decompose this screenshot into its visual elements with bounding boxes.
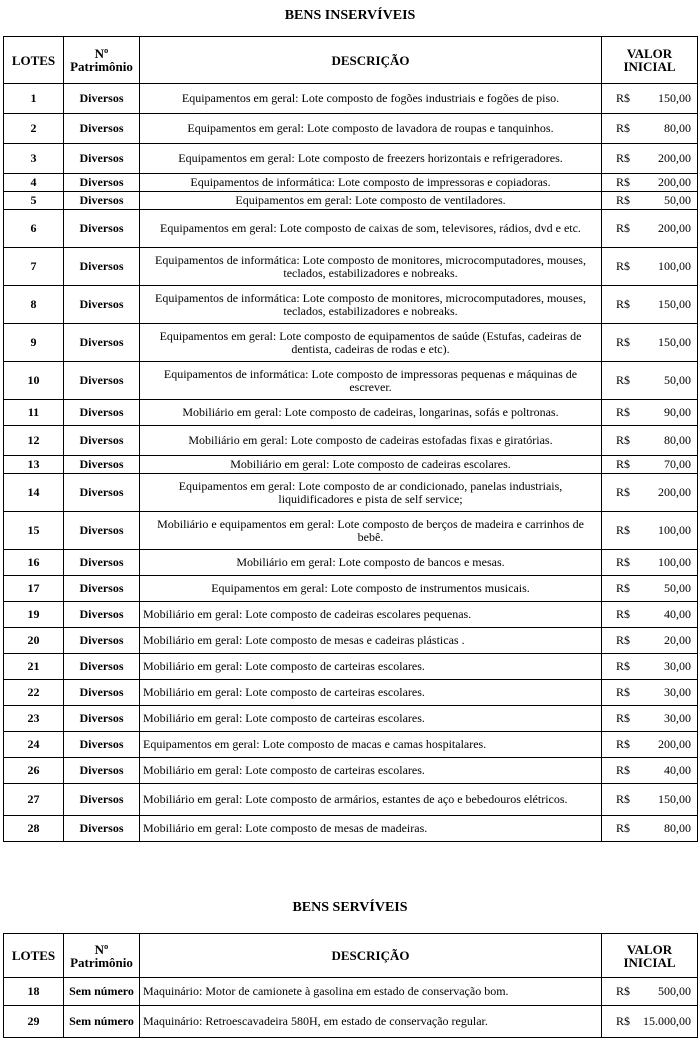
valor-cell bbox=[602, 978, 698, 1006]
currency-symbol: R$ bbox=[616, 633, 631, 647]
header-valor-line1: VALOR bbox=[626, 941, 673, 957]
header-patrimonio-line2: Patrimônio bbox=[70, 59, 133, 74]
patrimonio-cell: Diversos bbox=[64, 174, 140, 192]
descricao-cell: Maquinário: Retroescavadeira 580H, em estado de conservação regular. bbox=[140, 1006, 602, 1038]
valor-cell bbox=[602, 84, 698, 114]
currency-symbol: R$ bbox=[616, 373, 631, 387]
valor-cell bbox=[602, 732, 698, 758]
patrimonio-cell: Diversos bbox=[64, 84, 140, 114]
lote-cell: 9 bbox=[4, 324, 64, 362]
valor-amount: 40,00 bbox=[664, 607, 691, 621]
patrimonio-cell: Diversos bbox=[64, 192, 140, 210]
valor-cell bbox=[602, 210, 698, 248]
valor-cell bbox=[602, 1006, 698, 1038]
descricao-cell: Equipamentos em geral: Lote composto de ventiladores. bbox=[140, 192, 602, 210]
patrimonio-cell: Sem número bbox=[64, 1006, 140, 1038]
table-row bbox=[4, 114, 698, 144]
valor-cell bbox=[602, 324, 698, 362]
patrimonio-cell: Diversos bbox=[64, 680, 140, 706]
descricao-cell: Mobiliário e equipamentos em geral: Lote composto de berços de madeira e carrinhos de bebê. bbox=[140, 512, 602, 550]
table-row bbox=[4, 512, 698, 550]
table-row bbox=[4, 84, 698, 114]
currency-symbol: R$ bbox=[616, 121, 631, 135]
currency-symbol: R$ bbox=[616, 91, 631, 105]
valor-amount: 200,00 bbox=[658, 737, 691, 751]
table-row bbox=[4, 784, 698, 816]
valor-cell bbox=[602, 192, 698, 210]
valor-amount: 30,00 bbox=[664, 711, 691, 725]
table-row bbox=[4, 816, 698, 842]
currency-symbol: R$ bbox=[616, 485, 631, 499]
descricao-cell: Equipamentos em geral: Lote composto de equipamentos de saúde (Estufas, cadeiras de dentista, cadeiras de rodas e etc). bbox=[140, 324, 602, 362]
descricao-cell: Equipamentos em geral: Lote composto de ar condicionado, panelas industriais, liquidificadores e pista de self service; bbox=[140, 474, 602, 512]
descricao-cell: Equipamentos em geral: Lote composto de macas e camas hospitalares. bbox=[140, 732, 602, 758]
descricao-cell: Mobiliário em geral: Lote composto de cadeiras escolares. bbox=[140, 456, 602, 474]
lote-cell: 16 bbox=[4, 550, 64, 576]
patrimonio-cell: Diversos bbox=[64, 474, 140, 512]
header-lotes: LOTES bbox=[4, 934, 64, 978]
valor-cell bbox=[602, 286, 698, 324]
patrimonio-cell: Diversos bbox=[64, 400, 140, 426]
descricao-cell: Mobiliário em geral: Lote composto de cadeiras escolares pequenas. bbox=[140, 602, 602, 628]
currency-symbol: R$ bbox=[616, 607, 631, 621]
patrimonio-cell: Diversos bbox=[64, 512, 140, 550]
valor-cell bbox=[602, 602, 698, 628]
header-patrimonio bbox=[64, 37, 140, 84]
patrimonio-cell: Diversos bbox=[64, 732, 140, 758]
valor-amount: 150,00 bbox=[658, 297, 691, 311]
lote-cell: 28 bbox=[4, 816, 64, 842]
header-patrimonio bbox=[64, 934, 140, 978]
lote-cell: 10 bbox=[4, 362, 64, 400]
currency-symbol: R$ bbox=[616, 405, 631, 419]
currency-symbol: R$ bbox=[616, 297, 631, 311]
lote-cell: 29 bbox=[4, 1006, 64, 1038]
descricao-cell: Mobiliário em geral: Lote composto de armários, estantes de aço e bebedouros elétricos. bbox=[140, 784, 602, 816]
valor-amount: 150,00 bbox=[658, 91, 691, 105]
patrimonio-cell: Diversos bbox=[64, 550, 140, 576]
lote-cell: 21 bbox=[4, 654, 64, 680]
lote-cell: 6 bbox=[4, 210, 64, 248]
currency-symbol: R$ bbox=[616, 581, 631, 595]
descricao-cell: Equipamentos de informática: Lote composto de impressoras pequenas e máquinas de escrever. bbox=[140, 362, 602, 400]
lote-cell: 22 bbox=[4, 680, 64, 706]
valor-cell bbox=[602, 576, 698, 602]
header-descricao: DESCRIÇÃO bbox=[140, 37, 602, 84]
descricao-cell: Mobiliário em geral: Lote composto de carteiras escolares. bbox=[140, 654, 602, 680]
valor-cell bbox=[602, 816, 698, 842]
valor-amount: 150,00 bbox=[658, 792, 691, 806]
table-row bbox=[4, 706, 698, 732]
valor-amount: 90,00 bbox=[664, 405, 691, 419]
table-bens-inserviveis bbox=[3, 36, 698, 842]
table-row bbox=[4, 654, 698, 680]
table-row bbox=[4, 456, 698, 474]
valor-amount: 80,00 bbox=[664, 121, 691, 135]
descricao-cell: Equipamentos de informática: Lote composto de impressoras e copiadoras. bbox=[140, 174, 602, 192]
table-row bbox=[4, 286, 698, 324]
currency-symbol: R$ bbox=[616, 175, 631, 189]
lote-cell: 4 bbox=[4, 174, 64, 192]
valor-cell bbox=[602, 426, 698, 456]
lote-cell: 14 bbox=[4, 474, 64, 512]
header-valor-line2: INICIAL bbox=[623, 954, 676, 970]
table-row bbox=[4, 602, 698, 628]
lote-cell: 2 bbox=[4, 114, 64, 144]
descricao-cell: Mobiliário em geral: Lote composto de carteiras escolares. bbox=[140, 758, 602, 784]
valor-amount: 80,00 bbox=[664, 433, 691, 447]
valor-amount: 20,00 bbox=[664, 633, 691, 647]
table-row bbox=[4, 680, 698, 706]
header-patrimonio-line2: Patrimônio bbox=[70, 954, 133, 970]
descricao-cell: Equipamentos de informática: Lote composto de monitores, microcomputadores, mouses, teclados, estabilizadores e nobreaks. bbox=[140, 286, 602, 324]
header-valor-line2: INICIAL bbox=[623, 59, 676, 74]
lote-cell: 18 bbox=[4, 978, 64, 1006]
currency-symbol: R$ bbox=[616, 737, 631, 751]
patrimonio-cell: Diversos bbox=[64, 286, 140, 324]
valor-amount: 50,00 bbox=[664, 373, 691, 387]
table-row bbox=[4, 1006, 698, 1038]
table-row bbox=[4, 210, 698, 248]
descricao-cell: Equipamentos de informática: Lote composto de monitores, microcomputadores, mouses, teclados, estabilizadores e nobreaks. bbox=[140, 248, 602, 286]
lote-cell: 27 bbox=[4, 784, 64, 816]
valor-amount: 30,00 bbox=[664, 685, 691, 699]
descricao-cell: Mobiliário em geral: Lote composto de cadeiras estofadas fixas e giratórias. bbox=[140, 426, 602, 456]
table-row bbox=[4, 474, 698, 512]
currency-symbol: R$ bbox=[616, 335, 631, 349]
table-bens-serviveis bbox=[3, 933, 698, 1038]
currency-symbol: R$ bbox=[616, 984, 631, 998]
patrimonio-cell: Diversos bbox=[64, 628, 140, 654]
table-row bbox=[4, 978, 698, 1006]
lote-cell: 11 bbox=[4, 400, 64, 426]
table-row bbox=[4, 174, 698, 192]
currency-symbol: R$ bbox=[616, 433, 631, 447]
lote-cell: 12 bbox=[4, 426, 64, 456]
valor-cell bbox=[602, 362, 698, 400]
lote-cell: 8 bbox=[4, 286, 64, 324]
descricao-cell: Equipamentos em geral: Lote composto de lavadora de roupas e tanquinhos. bbox=[140, 114, 602, 144]
valor-amount: 100,00 bbox=[658, 523, 691, 537]
patrimonio-cell: Diversos bbox=[64, 456, 140, 474]
table-row bbox=[4, 400, 698, 426]
valor-cell bbox=[602, 248, 698, 286]
lote-cell: 13 bbox=[4, 456, 64, 474]
table-row bbox=[4, 248, 698, 286]
patrimonio-cell: Sem número bbox=[64, 978, 140, 1006]
valor-amount: 200,00 bbox=[658, 175, 691, 189]
header-lotes: LOTES bbox=[4, 37, 64, 84]
lote-cell: 17 bbox=[4, 576, 64, 602]
patrimonio-cell: Diversos bbox=[64, 426, 140, 456]
header-valor-line1: VALOR bbox=[626, 46, 673, 61]
descricao-cell: Maquinário: Motor de camionete à gasolina em estado de conservação bom. bbox=[140, 978, 602, 1006]
header-patrimonio-line1: Nº bbox=[94, 46, 109, 61]
lote-cell: 19 bbox=[4, 602, 64, 628]
currency-symbol: R$ bbox=[616, 151, 631, 165]
descricao-cell: Mobiliário em geral: Lote composto de cadeiras, longarinas, sofás e poltronas. bbox=[140, 400, 602, 426]
valor-amount: 50,00 bbox=[664, 581, 691, 595]
valor-amount: 40,00 bbox=[664, 763, 691, 777]
lote-cell: 26 bbox=[4, 758, 64, 784]
valor-amount: 200,00 bbox=[658, 485, 691, 499]
header-valor bbox=[602, 37, 698, 84]
valor-amount: 15.000,00 bbox=[643, 1014, 691, 1028]
descricao-cell: Equipamentos em geral: Lote composto de freezers horizontais e refrigeradores. bbox=[140, 144, 602, 174]
lote-cell: 1 bbox=[4, 84, 64, 114]
valor-amount: 80,00 bbox=[664, 821, 691, 835]
table-row bbox=[4, 628, 698, 654]
lote-cell: 3 bbox=[4, 144, 64, 174]
valor-cell bbox=[602, 784, 698, 816]
valor-cell bbox=[602, 144, 698, 174]
currency-symbol: R$ bbox=[616, 193, 631, 207]
patrimonio-cell: Diversos bbox=[64, 602, 140, 628]
currency-symbol: R$ bbox=[616, 763, 631, 777]
currency-symbol: R$ bbox=[616, 523, 631, 537]
descricao-cell: Equipamentos em geral: Lote composto de fogões industriais e fogões de piso. bbox=[140, 84, 602, 114]
patrimonio-cell: Diversos bbox=[64, 816, 140, 842]
valor-cell bbox=[602, 400, 698, 426]
valor-cell bbox=[602, 456, 698, 474]
valor-cell bbox=[602, 706, 698, 732]
valor-amount: 200,00 bbox=[658, 151, 691, 165]
valor-cell bbox=[602, 654, 698, 680]
valor-cell bbox=[602, 474, 698, 512]
descricao-cell: Mobiliário em geral: Lote composto de mesas e cadeiras plásticas . bbox=[140, 628, 602, 654]
currency-symbol: R$ bbox=[616, 221, 631, 235]
patrimonio-cell: Diversos bbox=[64, 144, 140, 174]
valor-cell bbox=[602, 550, 698, 576]
descricao-cell: Mobiliário em geral: Lote composto de mesas de madeiras. bbox=[140, 816, 602, 842]
title-bens-inserviveis: BENS INSERVÍVEIS bbox=[284, 8, 416, 23]
title-bens-serviveis: BENS SERVÍVEIS bbox=[292, 900, 408, 915]
currency-symbol: R$ bbox=[616, 659, 631, 673]
patrimonio-cell: Diversos bbox=[64, 654, 140, 680]
lote-cell: 24 bbox=[4, 732, 64, 758]
table-row bbox=[4, 324, 698, 362]
valor-amount: 30,00 bbox=[664, 659, 691, 673]
table-row bbox=[4, 576, 698, 602]
valor-amount: 200,00 bbox=[658, 221, 691, 235]
patrimonio-cell: Diversos bbox=[64, 248, 140, 286]
currency-symbol: R$ bbox=[616, 555, 631, 569]
header-valor bbox=[602, 934, 698, 978]
patrimonio-cell: Diversos bbox=[64, 210, 140, 248]
currency-symbol: R$ bbox=[616, 457, 631, 471]
table-row bbox=[4, 550, 698, 576]
table-row bbox=[4, 758, 698, 784]
valor-cell bbox=[602, 174, 698, 192]
lote-cell: 7 bbox=[4, 248, 64, 286]
lote-cell: 5 bbox=[4, 192, 64, 210]
table-row bbox=[4, 192, 698, 210]
table-row bbox=[4, 732, 698, 758]
header-descricao: DESCRIÇÃO bbox=[140, 934, 602, 978]
currency-symbol: R$ bbox=[616, 711, 631, 725]
valor-cell bbox=[602, 114, 698, 144]
table-row bbox=[4, 362, 698, 400]
valor-amount: 70,00 bbox=[664, 457, 691, 471]
valor-cell bbox=[602, 758, 698, 784]
currency-symbol: R$ bbox=[616, 685, 631, 699]
currency-symbol: R$ bbox=[616, 259, 631, 273]
currency-symbol: R$ bbox=[616, 1014, 631, 1028]
descricao-cell: Mobiliário em geral: Lote composto de carteiras escolares. bbox=[140, 680, 602, 706]
descricao-cell: Mobiliário em geral: Lote composto de bancos e mesas. bbox=[140, 550, 602, 576]
lote-cell: 23 bbox=[4, 706, 64, 732]
descricao-cell: Equipamentos em geral: Lote composto de instrumentos musicais. bbox=[140, 576, 602, 602]
patrimonio-cell: Diversos bbox=[64, 114, 140, 144]
valor-cell bbox=[602, 628, 698, 654]
valor-amount: 150,00 bbox=[658, 335, 691, 349]
patrimonio-cell: Diversos bbox=[64, 576, 140, 602]
lote-cell: 15 bbox=[4, 512, 64, 550]
valor-cell bbox=[602, 680, 698, 706]
valor-amount: 100,00 bbox=[658, 259, 691, 273]
valor-amount: 50,00 bbox=[664, 193, 691, 207]
patrimonio-cell: Diversos bbox=[64, 706, 140, 732]
valor-cell bbox=[602, 512, 698, 550]
patrimonio-cell: Diversos bbox=[64, 758, 140, 784]
header-patrimonio-line1: Nº bbox=[94, 941, 109, 957]
table-row bbox=[4, 144, 698, 174]
descricao-cell: Equipamentos em geral: Lote composto de caixas de som, televisores, rádios, dvd e etc. bbox=[140, 210, 602, 248]
valor-amount: 500,00 bbox=[658, 984, 691, 998]
patrimonio-cell: Diversos bbox=[64, 362, 140, 400]
currency-symbol: R$ bbox=[616, 792, 631, 806]
patrimonio-cell: Diversos bbox=[64, 784, 140, 816]
lote-cell: 20 bbox=[4, 628, 64, 654]
descricao-cell: Mobiliário em geral: Lote composto de carteiras escolares. bbox=[140, 706, 602, 732]
table-row bbox=[4, 426, 698, 456]
currency-symbol: R$ bbox=[616, 821, 631, 835]
patrimonio-cell: Diversos bbox=[64, 324, 140, 362]
valor-amount: 100,00 bbox=[658, 555, 691, 569]
